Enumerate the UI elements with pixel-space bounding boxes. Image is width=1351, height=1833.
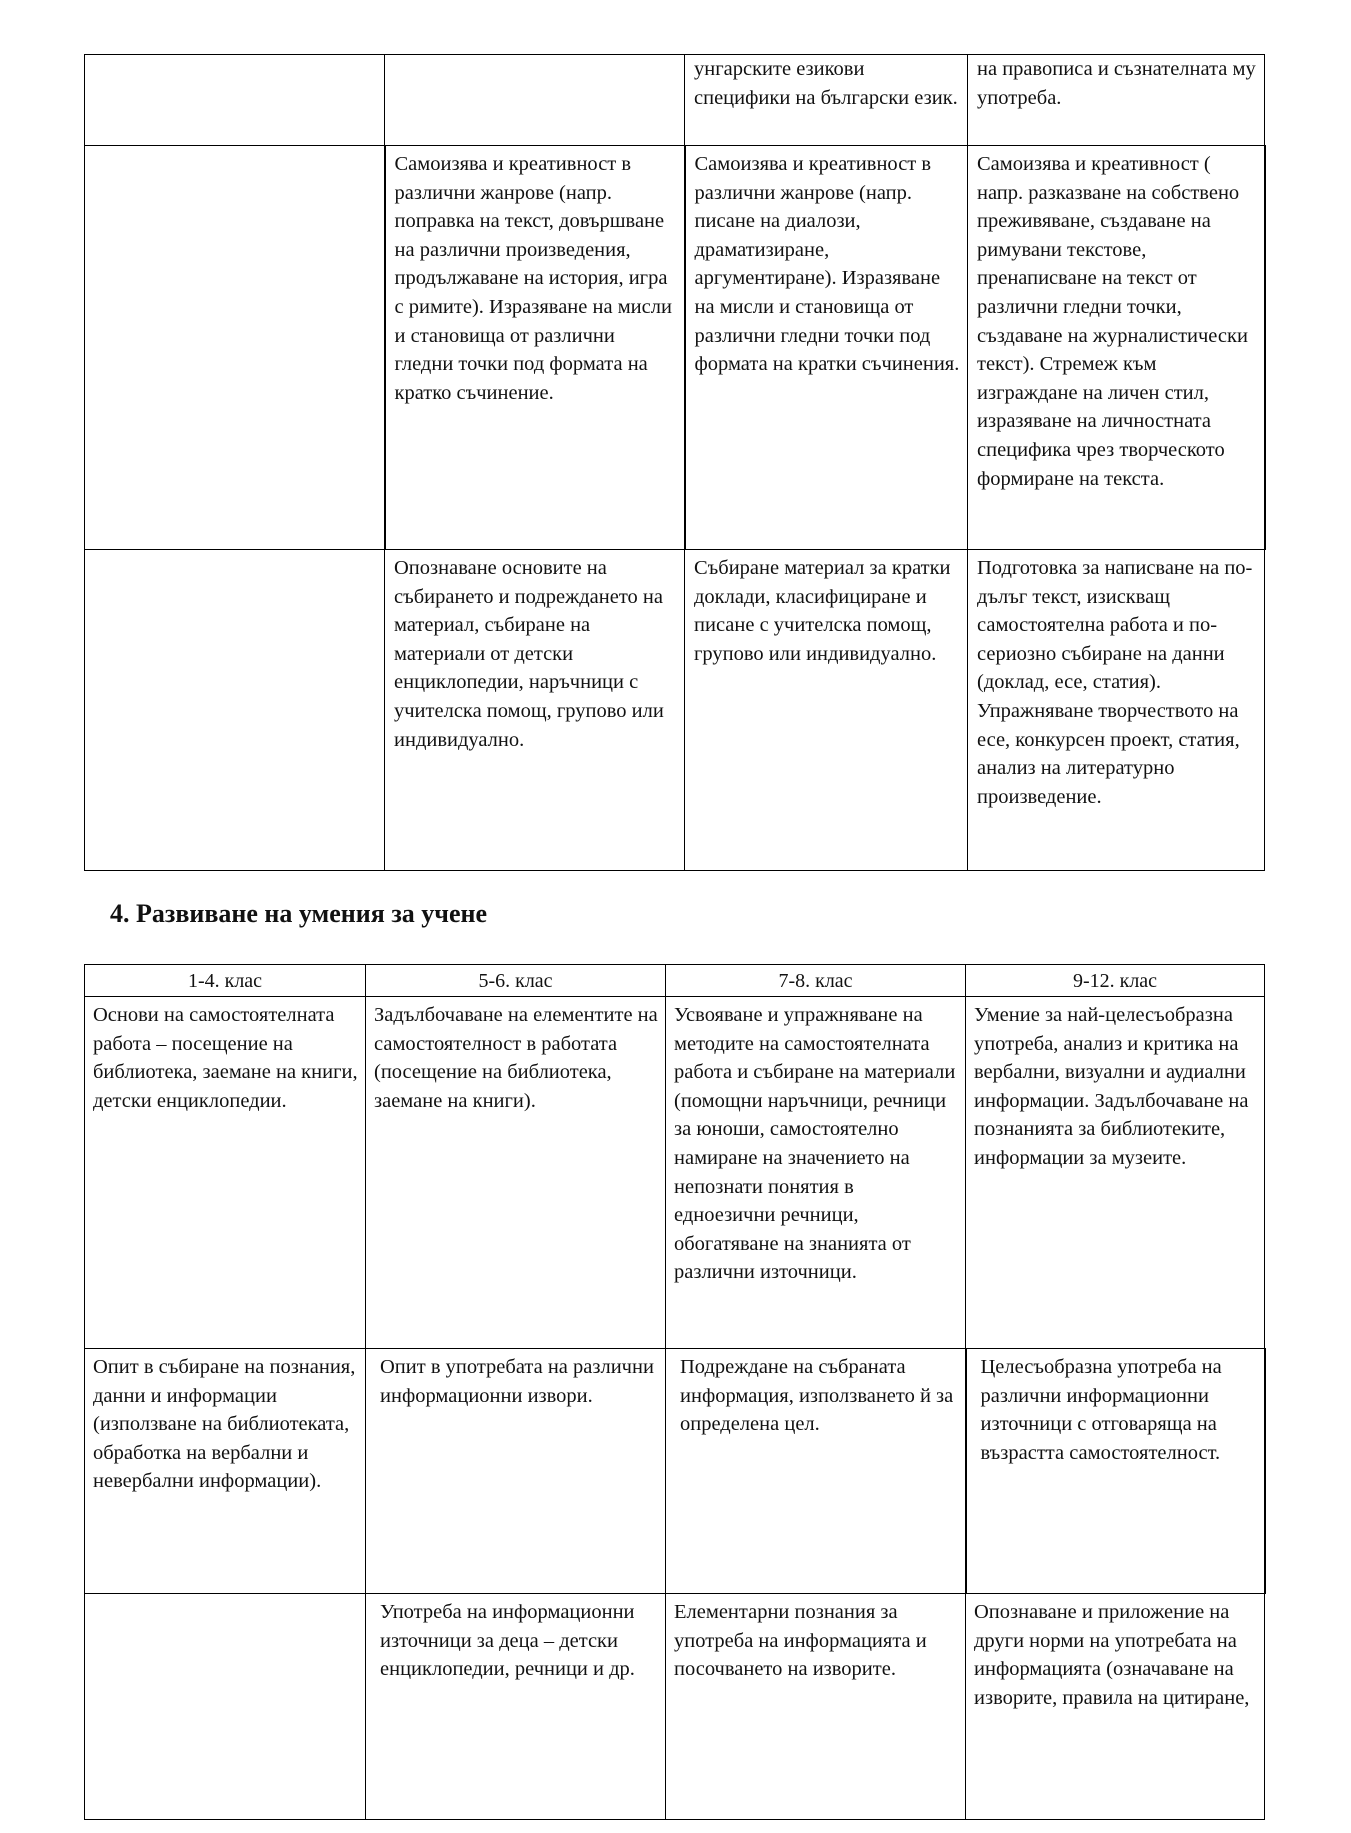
table-cell — [85, 55, 385, 146]
table-cell: Самоизява и креативност в различни жанрове (напр. писане на диалози, драматизиране, аргументиране). Изразяване на мисли и становища от различни гледни точки под формата на кратки съчинения. — [685, 146, 968, 550]
table-cell — [385, 55, 685, 146]
table-cell: Усвояване и упражняване на методите на самостоятелната работа и събиране на материали (помощни наръчници, речници за юноши, самостоятелно намиране на значението на непознати понятия в едноезични речници, обогатяване на знанията от различни източници. — [666, 997, 966, 1349]
table-header-row — [85, 965, 1265, 997]
table-row — [85, 55, 1265, 146]
table-row — [85, 1349, 1265, 1594]
table-cell: Опит в събиране на познания, данни и информации (използване на библиотеката, обработка на вербални и невербални информации). — [85, 1349, 366, 1594]
column-header: 9-12. клас — [966, 965, 1265, 997]
table-cell: Умение за най-целесъобразна употреба, анализ и критика на вербални, визуални и аудиални информации. Задълбочаване на познанията за библиотеките, информации за музеите. — [966, 997, 1265, 1349]
table-cell: Основи на самостоятелната работа – посещение на библиотека, заемане на книги, детски енциклопедии. — [85, 997, 366, 1349]
table-cell: Събиране материал за кратки доклади, класифициране и писане с учителска помощ, групово или индивидуално. — [685, 550, 968, 871]
column-header: 7-8. клас — [666, 965, 966, 997]
column-header: 5-6. клас — [366, 965, 666, 997]
table-cell: Опознаване и приложение на други норми на употребата на информацията (означаване на изворите, правила на цитиране, — [966, 1594, 1265, 1820]
table-cell — [85, 1594, 366, 1820]
table-cell: на правописа и съзнателната му употреба. — [968, 55, 1265, 146]
table-cell: Самоизява и креативност в различни жанрове (напр. поправка на текст, довършване на различни произведения, продължаване на история, игра с римите). Изразяване на мисли и становища от различни гледни точки под формата на кратко съчинение. — [385, 146, 685, 550]
table-cell — [85, 550, 385, 871]
curriculum-table-continued — [84, 54, 1266, 871]
table-cell: Подготовка за написване на по-дълъг текст, изискващ самостоятелна работа и по-сериозно събиране на данни (доклад, есе, статия). Упражняване творчеството на есе, конкурсен проект, статия, анализ на литературно произведение. — [968, 550, 1265, 871]
table-cell: Целесъобразна употреба на различни информационни източници с отговаряща на възрастта самостоятелност. — [966, 1349, 1265, 1594]
learning-skills-table — [84, 964, 1266, 1820]
table-cell: Употреба на информационни източници за деца – детски енциклопедии, речници и др. — [366, 1594, 666, 1820]
table-row — [85, 146, 1265, 550]
table-cell: Елементарни познания за употреба на информацията и посочването на изворите. — [666, 1594, 966, 1820]
table-cell: Подреждане на събраната информация, използването й за определена цел. — [666, 1349, 966, 1594]
table-cell: Опознаване основите на събирането и подреждането на материал, събиране на материали от детски енциклопедии, наръчници с учителска помощ, групово или индивидуално. — [385, 550, 685, 871]
table-cell: Опит в употребата на различни информационни извори. — [366, 1349, 666, 1594]
table-cell — [85, 146, 385, 550]
table-cell: унгарските езикови специфики на български език. — [685, 55, 968, 146]
table-row — [85, 550, 1265, 871]
section-heading: 4. Развиване на умения за учене — [110, 899, 487, 928]
table-row — [85, 997, 1265, 1349]
table-cell: Самоизява и креативност ( напр. разказване на собствено преживяване, създаване на римувани текстове, пренаписване на текст от различни гледни точки, създаване на журналистически текст). Стремеж към изграждане на личен стил, изразяване на личностната специфика чрез творческото формиране на текста. — [968, 146, 1265, 550]
table-row — [85, 1594, 1265, 1820]
column-header: 1-4. клас — [85, 965, 366, 997]
table-cell: Задълбочаване на елементите на самостоятелност в работата (посещение на библиотека, заемане на книги). — [366, 997, 666, 1349]
